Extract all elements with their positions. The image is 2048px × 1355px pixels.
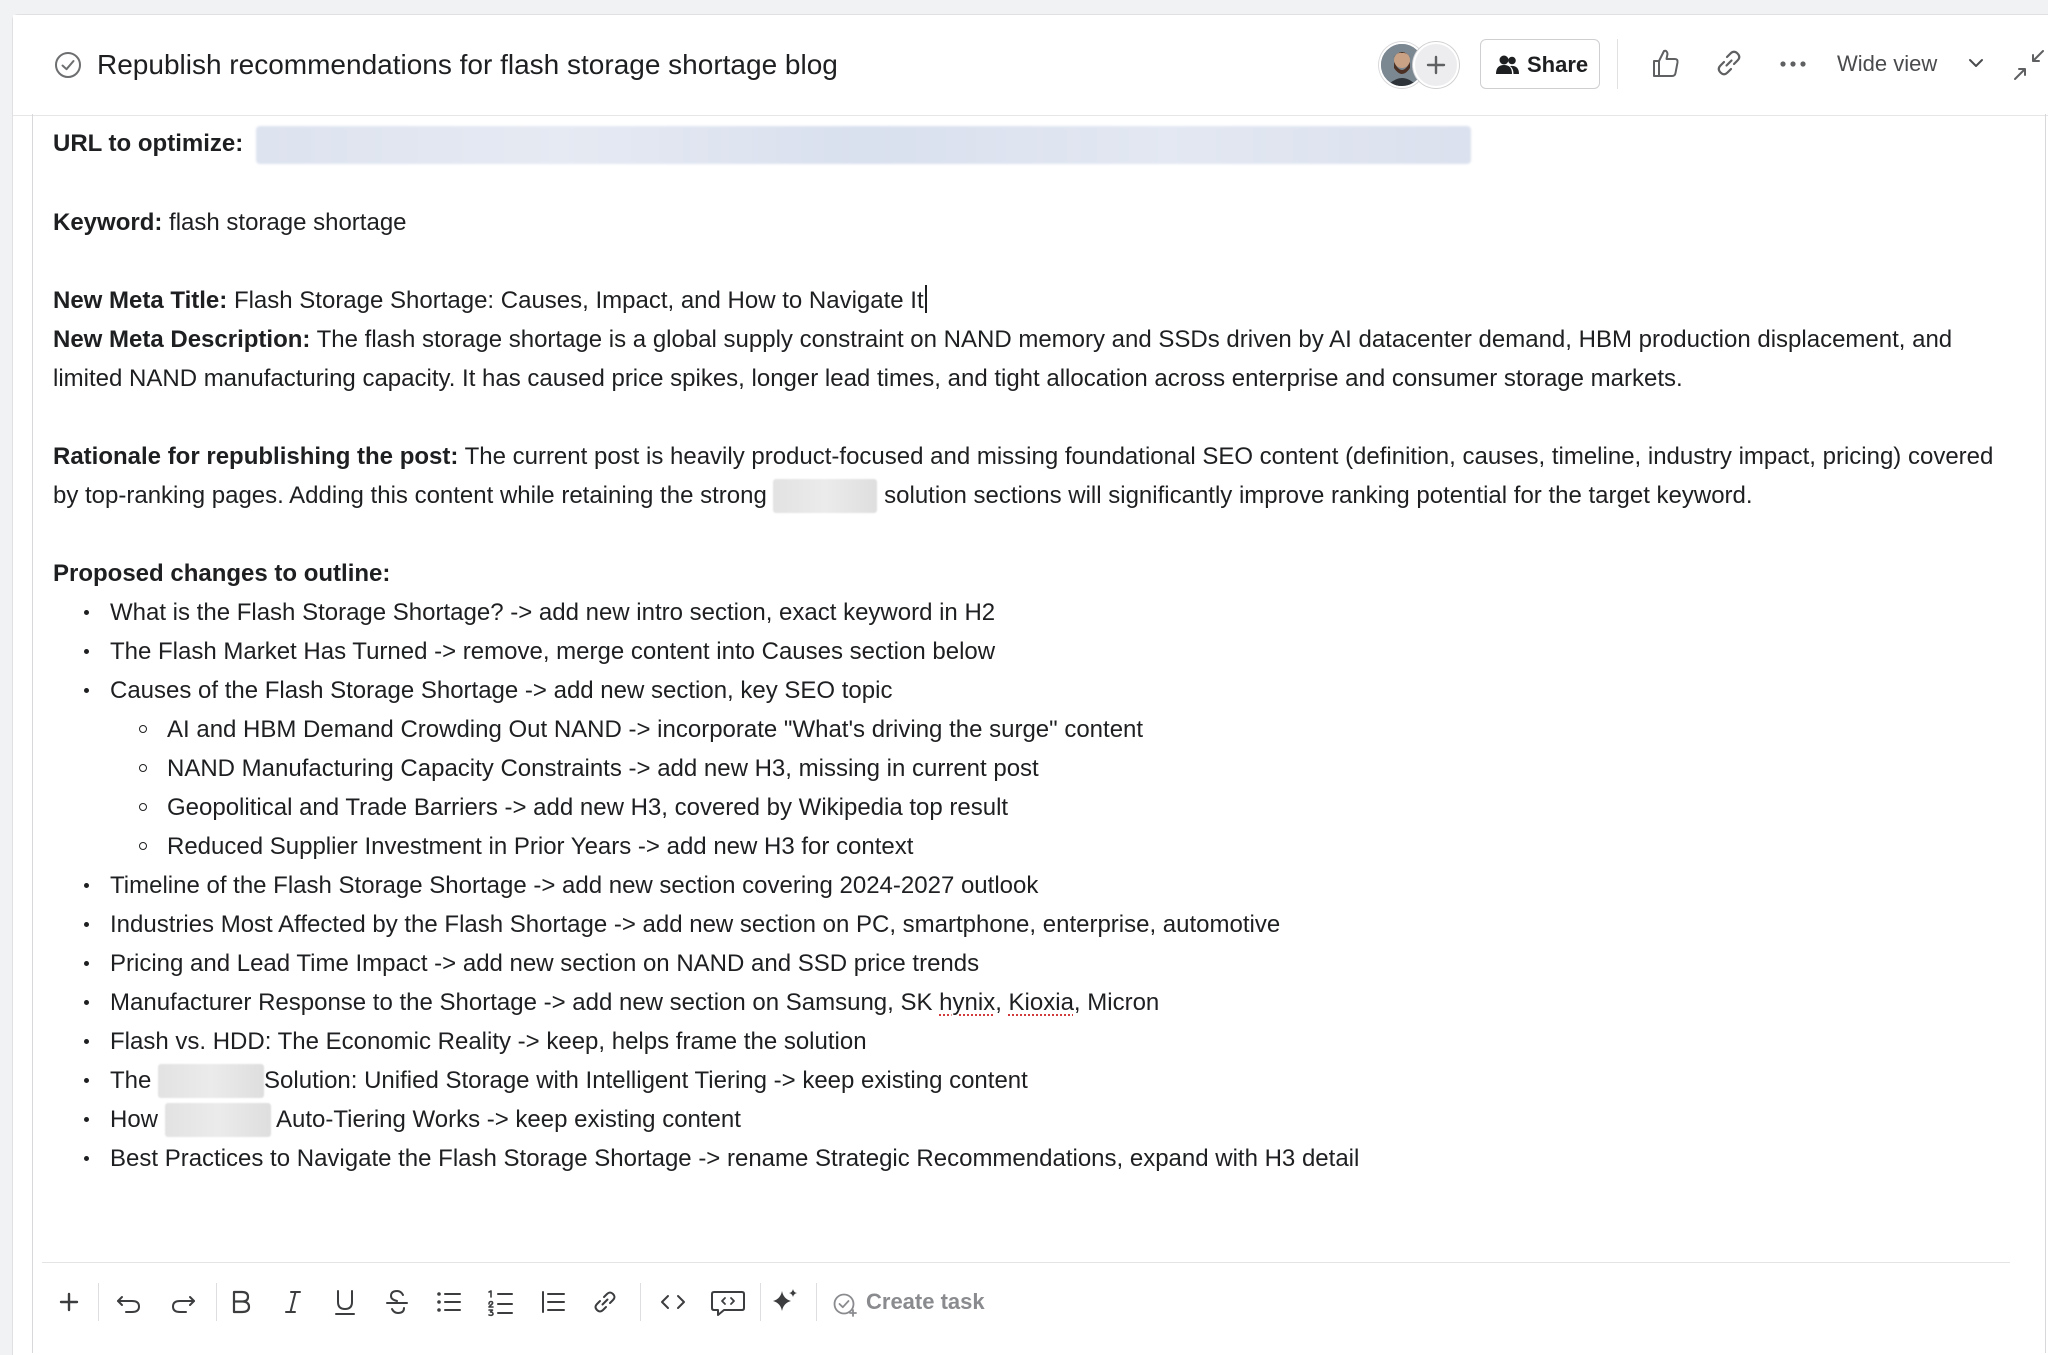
meta-title-label: New Meta Title: <box>53 286 228 314</box>
how-suffix: Auto-Tiering Works -> keep existing content <box>276 1105 741 1133</box>
add-collaborator-button[interactable] <box>1413 42 1459 88</box>
rationale-text-2: solution sections will significantly improve ranking potential for the target keyword. <box>884 481 1753 509</box>
redacted-url <box>256 126 1471 164</box>
link-icon[interactable] <box>1711 45 1747 81</box>
strikethrough-icon[interactable] <box>380 1285 414 1319</box>
list-item: Pricing and Lead Time Impact -> add new section on NAND and SSD price trends <box>53 944 2013 983</box>
ai-sparkle-icon[interactable] <box>768 1285 802 1319</box>
redacted-brand <box>165 1103 271 1137</box>
sub-outline-list <box>53 710 2013 866</box>
bold-icon[interactable] <box>224 1285 258 1319</box>
list-item: What is the Flash Storage Shortage? -> add new intro section, exact keyword in H2 <box>53 593 2013 632</box>
list-item <box>53 1100 2013 1139</box>
check-circle-icon[interactable] <box>54 51 82 79</box>
plus-icon[interactable] <box>52 1285 86 1319</box>
meta-description-value: The flash storage shortage is a global supply constraint on NAND memory and SSDs driven by AI datacenter demand, HBM production displacement, and limited NAND manufacturing capacity. It has caused price spikes, longer lead times, and tight allocation across enterprise and consumer storage markets. <box>53 325 1953 392</box>
numbered-list-icon[interactable] <box>484 1285 518 1319</box>
rationale-line <box>53 437 2013 515</box>
misspelled-word[interactable]: Kioxia <box>1008 988 1074 1016</box>
redacted-brand <box>773 479 877 513</box>
toolbar-divider <box>640 1283 641 1321</box>
outline-label: Proposed changes to outline: <box>53 559 391 587</box>
misspelled-word[interactable]: hynix <box>939 988 996 1016</box>
toolbar-divider <box>816 1283 817 1321</box>
indent-icon[interactable] <box>536 1285 570 1319</box>
share-people-icon <box>1496 54 1520 76</box>
share-button[interactable] <box>1480 39 1600 89</box>
description-body[interactable] <box>53 124 2013 1178</box>
sub-list-item: AI and HBM Demand Crowding Out NAND -> incorporate "What's driving the surge" content <box>53 710 2013 749</box>
add-collaborator-icon <box>1415 44 1457 86</box>
solution-suffix: Solution: Unified Storage with Intelligent Tiering -> keep existing content <box>264 1066 1028 1094</box>
manufacturer-text: Manufacturer Response to the Shortage -> add new section on Samsung, SK <box>110 988 940 1016</box>
create-task-icon <box>832 1291 858 1317</box>
editor-toolbar <box>42 1262 2010 1341</box>
bulleted-list-icon[interactable] <box>432 1285 466 1319</box>
toolbar-divider <box>216 1283 217 1321</box>
outline-list-continued <box>53 866 2013 1178</box>
wide-view-label: Wide view <box>1837 51 1938 76</box>
redo-icon[interactable] <box>166 1285 200 1319</box>
code-block-icon[interactable] <box>708 1285 748 1319</box>
collapse-icon[interactable] <box>2011 47 2047 83</box>
rationale-label: Rationale for republishing the post: <box>53 442 459 470</box>
keyword-line <box>53 203 2013 242</box>
create-task-label: Create task <box>866 1289 985 1314</box>
rationale-text-1: The current post is heavily product-focused and missing foundational SEO content (definition, causes, timeline, industry impact, pricing) covered by top-ranking pages. Adding this content while retaining the strong <box>53 442 1994 509</box>
undo-icon[interactable] <box>112 1285 146 1319</box>
meta-description-line <box>53 320 2013 398</box>
manufacturer-suffix: , Micron <box>1073 988 1160 1016</box>
list-item <box>53 983 2013 1022</box>
list-item <box>53 671 2013 710</box>
keyword-value: flash storage shortage <box>169 208 407 236</box>
task-header <box>13 15 2048 116</box>
sub-list-item: NAND Manufacturing Capacity Constraints -> add new H3, missing in current post <box>53 749 2013 788</box>
meta-title-line <box>53 281 2013 320</box>
task-title[interactable]: Republish recommendations for flash storage shortage blog <box>97 49 838 80</box>
redacted-brand <box>158 1064 264 1098</box>
list-item-text: Causes of the Flash Storage Shortage -> add new section, key SEO topic <box>110 676 893 704</box>
solution-prefix: The <box>110 1066 152 1094</box>
list-item: Timeline of the Flash Storage Shortage -> add new section covering 2024-2027 outlook <box>53 866 2013 905</box>
toolbar-divider <box>98 1283 99 1321</box>
url-label: URL to optimize: <box>53 130 244 157</box>
link-icon[interactable] <box>588 1285 622 1319</box>
meta-title-value: Flash Storage Shortage: Causes, Impact, and How to Navigate It <box>233 286 924 314</box>
description-editor[interactable] <box>32 114 2046 1353</box>
list-item: Industries Most Affected by the Flash Shortage -> add new section on PC, smartphone, enterprise, automotive <box>53 905 2013 944</box>
outline-list <box>53 593 2013 710</box>
list-item: Best Practices to Navigate the Flash Storage Shortage -> rename Strategic Recommendations, expand with H3 detail <box>53 1139 2013 1178</box>
thumbs-up-icon[interactable] <box>1647 45 1683 81</box>
list-item <box>53 1061 2013 1100</box>
share-label: Share <box>1527 52 1589 77</box>
separator-text: , <box>995 988 1009 1016</box>
list-item: The Flash Market Has Turned -> remove, merge content into Causes section below <box>53 632 2013 671</box>
sub-list-item: Geopolitical and Trade Barriers -> add new H3, covered by Wikipedia top result <box>53 788 2013 827</box>
meta-description-label: New Meta Description: <box>53 325 311 353</box>
more-icon[interactable] <box>1775 45 1811 81</box>
toolbar-divider <box>760 1283 761 1321</box>
list-item: Flash vs. HDD: The Economic Reality -> keep, helps frame the solution <box>53 1022 2013 1061</box>
chevron-down-icon <box>1967 56 1985 70</box>
sub-list-item: Reduced Supplier Investment in Prior Years -> add new H3 for context <box>53 827 2013 866</box>
url-line <box>53 124 2013 164</box>
outline-heading <box>53 554 2013 593</box>
text-cursor <box>925 285 927 313</box>
keyword-label: Keyword: <box>53 208 163 236</box>
header-divider <box>1617 39 1618 89</box>
how-prefix: How <box>110 1105 159 1133</box>
italic-icon[interactable] <box>276 1285 310 1319</box>
code-icon[interactable] <box>656 1285 690 1319</box>
underline-icon[interactable] <box>328 1285 362 1319</box>
